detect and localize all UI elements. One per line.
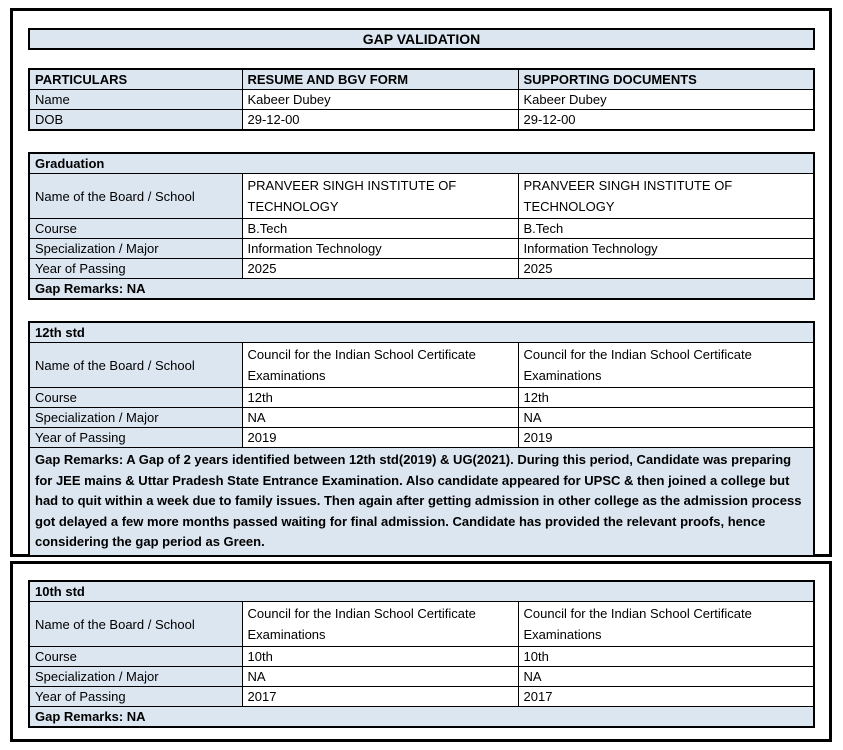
documents-value: 2025 xyxy=(518,259,814,279)
section-header-row xyxy=(29,322,814,343)
resume-value: B.Tech xyxy=(242,219,518,239)
section-header-row xyxy=(29,581,814,602)
table-row xyxy=(29,90,814,110)
column-header-resume: RESUME AND BGV FORM xyxy=(242,69,518,90)
table-header-row xyxy=(29,69,814,90)
row-label-course: Course xyxy=(29,219,242,239)
resume-value: 10th xyxy=(242,647,518,667)
section-header-row xyxy=(29,153,814,174)
secondary-document-box xyxy=(10,561,832,742)
documents-value: Kabeer Dubey xyxy=(518,90,814,110)
resume-value: NA xyxy=(242,667,518,687)
row-label-board-school: Name of the Board / School xyxy=(29,174,242,219)
documents-value: NA xyxy=(518,667,814,687)
table-row xyxy=(29,343,814,388)
documents-value: 2017 xyxy=(518,687,814,707)
row-label-name: Name xyxy=(29,90,242,110)
documents-value: 10th xyxy=(518,647,814,667)
documents-value: B.Tech xyxy=(518,219,814,239)
row-label-course: Course xyxy=(29,388,242,408)
resume-value: 2025 xyxy=(242,259,518,279)
table-row xyxy=(29,259,814,279)
particulars-table xyxy=(28,68,815,131)
resume-value: 12th xyxy=(242,388,518,408)
tenth-std-section-table xyxy=(28,580,815,728)
graduation-section-table xyxy=(28,152,815,300)
row-label-dob: DOB xyxy=(29,110,242,131)
row-label-year-of-passing: Year of Passing xyxy=(29,259,242,279)
section-title: Graduation xyxy=(29,153,814,174)
documents-value: PRANVEER SINGH INSTITUTE OF TECHNOLOGY xyxy=(518,174,814,219)
table-row xyxy=(29,687,814,707)
row-label-year-of-passing: Year of Passing xyxy=(29,428,242,448)
resume-value: Council for the Indian School Certificate Examinations xyxy=(242,602,518,647)
row-label-course: Course xyxy=(29,647,242,667)
documents-value: Council for the Indian School Certificate Examinations xyxy=(518,343,814,388)
section-title: 10th std xyxy=(29,581,814,602)
column-header-particulars: PARTICULARS xyxy=(29,69,242,90)
table-row xyxy=(29,174,814,219)
gap-remarks-row xyxy=(29,279,814,300)
main-document-box xyxy=(10,8,832,557)
table-row xyxy=(29,647,814,667)
documents-value: Council for the Indian School Certificate Examinations xyxy=(518,602,814,647)
table-row xyxy=(29,110,814,131)
table-row xyxy=(29,408,814,428)
row-label-board-school: Name of the Board / School xyxy=(29,602,242,647)
resume-value: PRANVEER SINGH INSTITUTE OF TECHNOLOGY xyxy=(242,174,518,219)
resume-value: NA xyxy=(242,408,518,428)
table-row xyxy=(29,219,814,239)
row-label-specialization: Specialization / Major xyxy=(29,408,242,428)
gap-remarks: Gap Remarks: NA xyxy=(29,707,814,728)
documents-value: 2019 xyxy=(518,428,814,448)
resume-value: 2019 xyxy=(242,428,518,448)
twelfth-std-section-table xyxy=(28,321,815,557)
resume-value: 29-12-00 xyxy=(242,110,518,131)
gap-remarks: Gap Remarks: NA xyxy=(29,279,814,300)
section-title: 12th std xyxy=(29,322,814,343)
gap-remarks: Gap Remarks: A Gap of 2 years identified between 12th std(2019) & UG(2021). During this period, Candidate was preparing for JEE mains & Uttar Pradesh State Entrance Examination. Also candidate appeared for UPSC & then joined a college but had to quit within a week due to family issues. Then again after getting admission in other college as the admission process got delayed a few more months passed waiting for final admission. Candidate has provided the relevant proofs, hence considering the gap period as Green. xyxy=(29,448,814,556)
table-row xyxy=(29,428,814,448)
table-row xyxy=(29,667,814,687)
resume-value: Kabeer Dubey xyxy=(242,90,518,110)
document-title: GAP VALIDATION xyxy=(28,28,815,50)
column-header-documents: SUPPORTING DOCUMENTS xyxy=(518,69,814,90)
documents-value: 29-12-00 xyxy=(518,110,814,131)
row-label-year-of-passing: Year of Passing xyxy=(29,687,242,707)
documents-value: 12th xyxy=(518,388,814,408)
table-row xyxy=(29,239,814,259)
resume-value: Information Technology xyxy=(242,239,518,259)
table-row xyxy=(29,388,814,408)
gap-remarks-row xyxy=(29,448,814,556)
table-row xyxy=(29,602,814,647)
documents-value: Information Technology xyxy=(518,239,814,259)
resume-value: Council for the Indian School Certificate Examinations xyxy=(242,343,518,388)
gap-remarks-row xyxy=(29,707,814,728)
documents-value: NA xyxy=(518,408,814,428)
row-label-specialization: Specialization / Major xyxy=(29,239,242,259)
row-label-specialization: Specialization / Major xyxy=(29,667,242,687)
resume-value: 2017 xyxy=(242,687,518,707)
row-label-board-school: Name of the Board / School xyxy=(29,343,242,388)
